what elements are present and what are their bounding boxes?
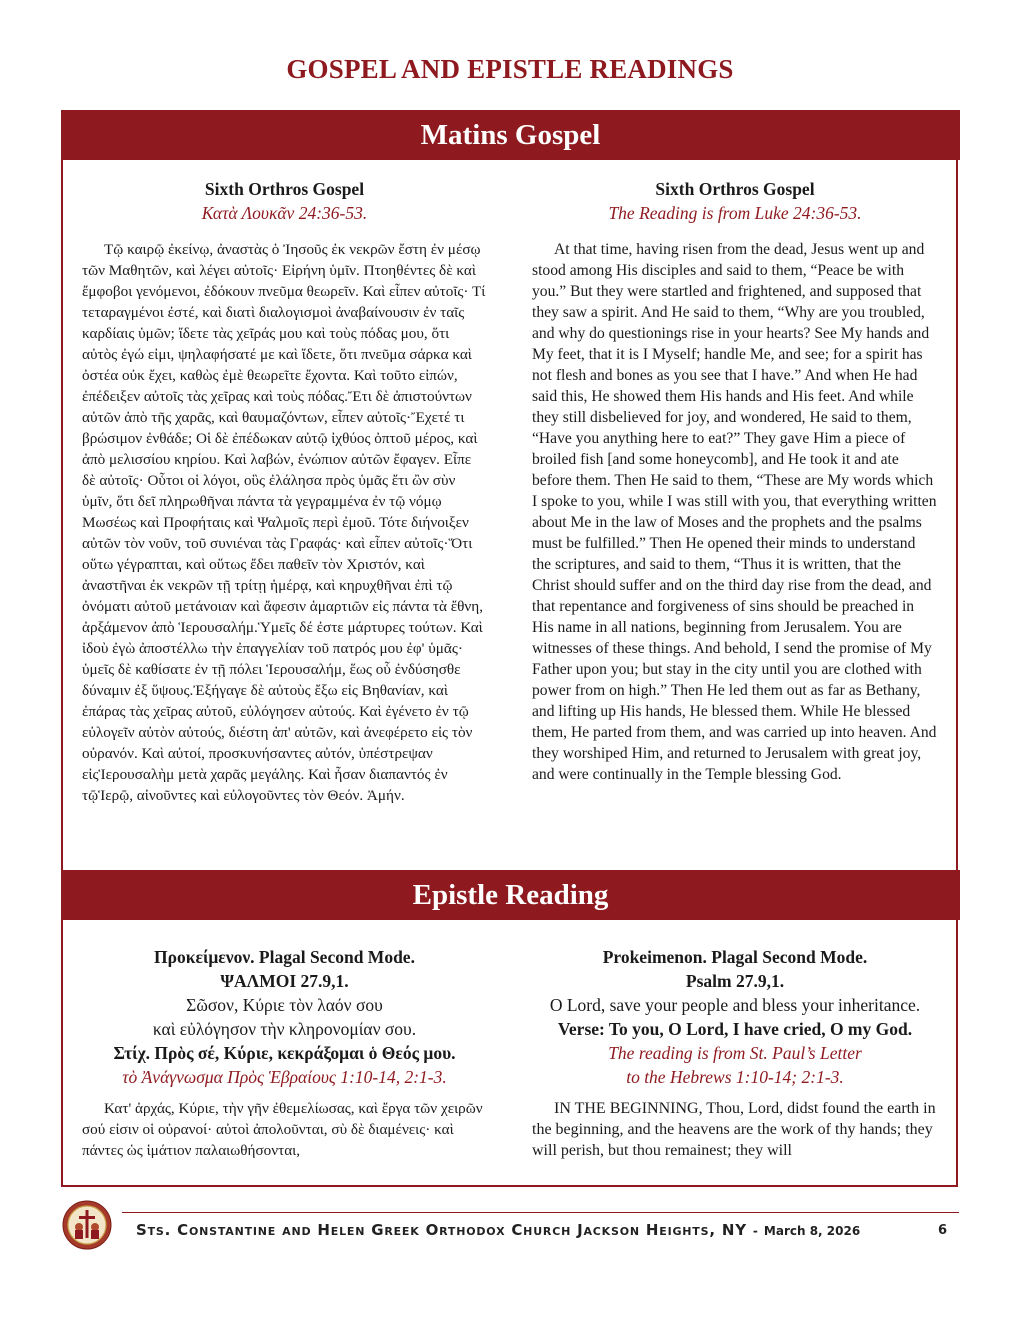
matins-greek-reference: Κατὰ Λουκᾶν 24:36-53. (201, 203, 368, 223)
footer-separator: - (752, 1224, 758, 1238)
matins-english-heading: Sixth Orthros Gospel (655, 179, 815, 199)
epistle-english-text-clip (532, 1098, 938, 1164)
epistle-english-reference-2: to the Hebrews 1:10-14; 2:1-3. (626, 1067, 844, 1087)
epistle-greek-column (82, 945, 487, 1089)
epistle-greek-verse-2: καὶ εὐλόγησον τὴν κληρονομίαν σου. (152, 1019, 417, 1039)
footer-church-name (136, 1221, 861, 1239)
epistle-english-column (532, 945, 938, 1089)
epistle-english-verse: O Lord, save your people and bless your inheritance. (549, 995, 921, 1015)
footer-location: Jackson Heights, NY (577, 1221, 747, 1239)
matins-greek-column (82, 177, 487, 806)
epistle-greek-prokeimenon: Προκείμενον. Plagal Second Mode. (154, 947, 415, 967)
epistle-greek-reference: τὸ Ἀνάγνωσμα Πρὸς Ἑβραίους 1:10-14, 2:1-3. (122, 1067, 447, 1087)
epistle-greek-psalm: ΨΑΛΜΟΙ 27.9,1. (220, 971, 349, 991)
footer-divider (122, 1212, 959, 1213)
page-title: GOSPEL AND EPISTLE READINGS (286, 54, 734, 84)
epistle-english-stich: Verse: To you, O Lord, I have cried, O my God. (557, 1019, 913, 1039)
church-seal-icon (62, 1200, 112, 1250)
matins-english-text: At that time, having risen from the dead, Jesus went up and stood among His disciples and said to them, “Peace be with you.” But they were startled and frightened, and supposed that they saw a spirit. And He said to them, “Why are you troubled, and why do questionings rise in your hearts? See My hands and My feet, that it is I Myself; handle Me, and see; for a spirit has not flesh and bones as you see that I have.” And when He had said this, He showed them His hands and His feet. And while they still disbelieved for joy, and wondered, He said to them, “Have you anything here to eat?” They gave Him a piece of broiled fish [and some honeycomb], and He took it and ate before them. Then He said to them, “These are My words which I spoke to you, while I was still with you, that everything written about Me in the law of Moses and the prophets and the psalms must be fulfilled.” Then He opened their minds to understand the scriptures, and said to them, “Thus it is written, that the Christ should suffer and on the third day rise from the dead, and that repentance and forgiveness of sins should be preached in His name in all nations, beginning from Jerusalem. You are witnesses of these things. And behold, I send the promise of My Father upon you; but stay in the city until you are clothed with power from on high.” Then He led them out as far as Bethany, and lifting up His hands, He blessed them. While He blessed them, He parted from them, and was carried up into heaven. And they worshiped Him, and returned to Jerusalem with great joy, and were continually in the Temple blessing God. (532, 241, 937, 783)
epistle-greek-stich: Στίχ. Πρὸς σέ, Κύριε, κεκράξομαι ὁ Θεός μου. (113, 1043, 456, 1063)
matins-gospel-banner: Matins Gospel (61, 110, 960, 160)
epistle-greek-text: Κατ' ἀρχάς, Κύριε, τὴν γῆν ἐθεμελίωσας, καὶ ἔργα τῶν χειρῶν σού εἰσιν οἱ οὐρανοί· αὐτοὶ ἀπολοῦνται, σὺ δὲ διαμένεις· καὶ πάντες ὡς ἱμάτιον παλαιωθήσονται, (82, 1100, 483, 1159)
footer-church: Sts. Constantine and Helen Greek Orthodox Church (136, 1221, 572, 1239)
epistle-english-reference-1: The reading is from St. Paul’s Letter (608, 1043, 862, 1063)
page-number: 6 (938, 1223, 948, 1238)
epistle-greek-verse-1: Σῶσον, Κύριε τὸν λαόν σου (186, 995, 383, 1015)
matins-english-column (532, 177, 938, 785)
matins-english-reference: The Reading is from Luke 24:36-53. (608, 203, 862, 223)
epistle-greek-text-clip (82, 1098, 487, 1164)
epistle-english-prokeimenon: Prokeimenon. Plagal Second Mode. (602, 947, 868, 967)
matins-greek-heading: Sixth Orthros Gospel (204, 179, 365, 199)
footer-date: March 8, 2026 (763, 1224, 861, 1238)
matins-greek-text: Τῷ καιρῷ ἐκείνῳ, ἀναστὰς ὁ Ἰησοῦς ἐκ νεκρῶν ἔστη ἐν μέσῳ τῶν Μαθητῶν, καὶ λέγει αὐτοῖς· Εἰρήνη ὑμῖν. Πτοηθέντες δὲ καὶ ἔμφοβοι γενόμενοι, ἐδόκουν πνεῦμα θεωρεῖν. Καὶ εἶπεν αὐτοῖς· Τί τεταραγμένοι ἐστέ, καὶ διατὶ διαλογισμοὶ ἀναβαίνουσιν ἐν ταῖς καρδίαις ὑμῶν; ἴδετε τὰς χεῖράς μου καὶ τοὺς πόδας μου, ὅτι αὐτὸς ἐγώ εἰμι, ψηλαφήσατέ με καὶ ἴδετε, ὅτι πνεῦμα σάρκα καὶ ὀστέα οὐκ ἔχει, καθὼς ἐμὲ θεωρεῖτε ἔχοντα. Καὶ τοῦτο εἰπών, ἐπέδειξεν αὐτοῖς τὰς χεῖρας καὶ τοὺς πόδας.Ἔτι δὲ ἀπιστούντων αὐτῶν ἀπὸ τῆς χαρᾶς, καὶ θαυμαζόντων, εἶπεν αὐτοῖς·Ἔχετέ τι βρώσιμον ἐνθάδε; Οἱ δὲ ἐπέδωκαν αὐτῷ ἰχθύος ὀπτοῦ μέρος, καὶ ἀπὸ μελισσίου κηρίου. Καὶ λαβών, ἐνώπιον αὐτῶν ἔφαγεν. Εἶπε δὲ αὐτοῖς· Οὗτοι οἱ λόγοι, οὓς ἐλάλησα πρὸς ὑμᾶς ἔτι ὢν σὺν ὑμῖν, ὅτι δεῖ πληρωθῆναι πάντα τὰ γεγραμμένα ἐν τῷ νόμῳ Μωσέως καὶ Προφήταις καὶ Ψαλμοῖς περὶ ἐμοῦ. Τότε διήνοιξεν αὐτῶν τὸν νοῦν, τοῦ συνιέναι τὰς Γραφάς· καὶ εἶπεν αὐτοῖς·Ὅτι οὕτω γέγραπται, καὶ οὕτως ἔδει παθεῖν τὸν Χριστόν, καὶ ἀναστῆναι ἐκ νεκρῶν τῇ τρίτῃ ἡμέρᾳ, καὶ κηρυχθῆναι ἐπὶ τῷ ὀνόματι αὐτοῦ μετάνοιαν καὶ ἄφεσιν ἁμαρτιῶν εἰς πάντα τὰ ἔθνη, ἀρξάμενον ἀπὸ Ἱερουσαλήμ.Ὑμεῖς δέ ἐστε μάρτυρες τούτων. Καὶ ἰδοὺ ἐγὼ ἀποστέλλω τὴν ἐπαγγελίαν τοῦ πατρός μου ἐφ' ὑμᾶς· ὑμεῖς δὲ καθίσατε ἐν τῇ πόλει Ἱερουσαλήμ, ἕως οὗ ἐνδύσησθε δύναμιν ἐξ ὕψους.Ἐξήγαγε δὲ αὐτοὺς ἔξω εἰς Βηθανίαν, καὶ ἐπάρας τὰς χεῖρας αὐτοῦ, εὐλόγησεν αὐτούς. Καὶ ἐγένετο ἐν τῷ εὐλογεῖν αὐτὸν αὐτούς, διέστη ἀπ' αὐτῶν, καὶ ἀνεφέρετο εἰς τὸν οὐρανόν. Καὶ αὐτοί, προσκυνήσαντες αὐτόν, ὑπέστρεψαν εἰςἹερουσαλὴμ μετὰ χαρᾶς μεγάλης. Καὶ ἦσαν διαπαντός ἐν τῷἹερῷ, αἰνοῦντες καὶ εὐλογοῦντες τὸν Θεόν. Ἀμήν. (82, 241, 486, 804)
epistle-english-text: IN THE BEGINNING, Thou, Lord, didst found the earth in the beginning, and the heavens are the work of thy hands; they will perish, but thou remainest; they will (532, 1100, 936, 1159)
epistle-reading-banner: Epistle Reading (61, 870, 960, 920)
epistle-english-psalm: Psalm 27.9,1. (685, 971, 785, 991)
